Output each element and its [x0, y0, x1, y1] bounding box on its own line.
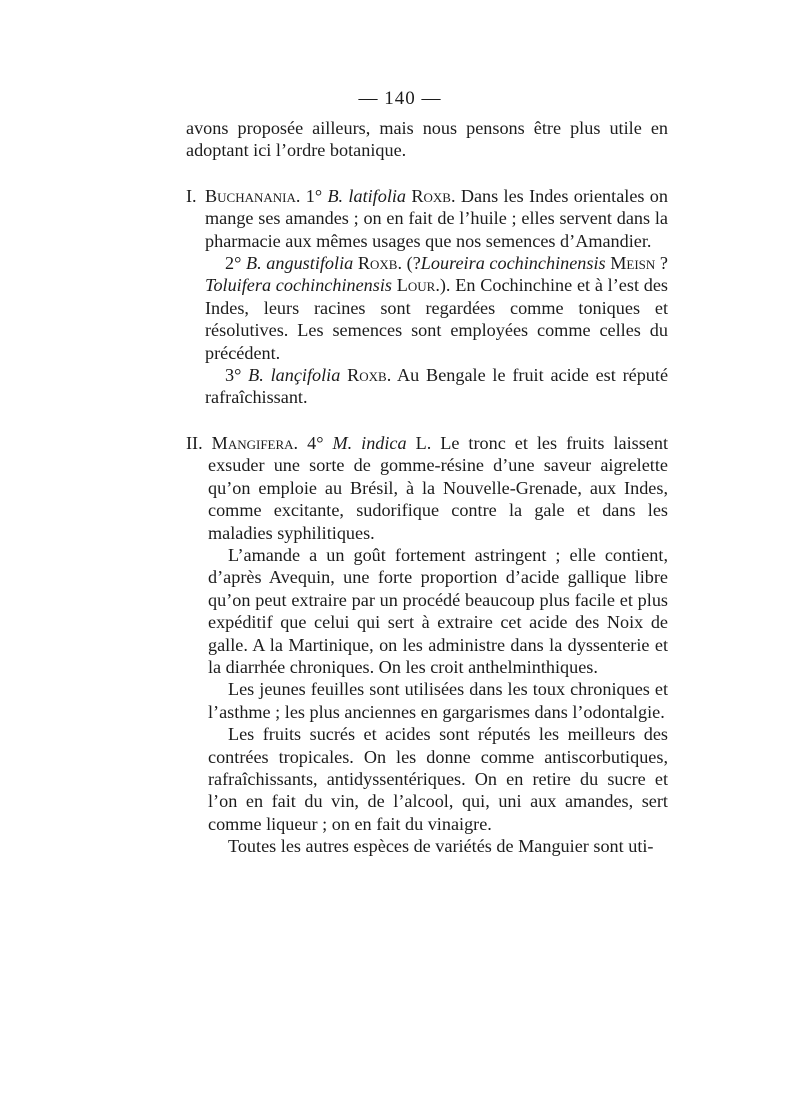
entry-buchanania-latifolia	[186, 185, 668, 252]
species-name: M. indica	[332, 432, 407, 453]
intro-paragraph: avons proposée ailleurs, mais nous pensons être plus utile en adoptant ici l’ordre botanique.	[186, 118, 668, 161]
entry-mangifera-indica	[186, 432, 668, 544]
species-author: Roxb.	[411, 185, 456, 206]
species-description: En Cochinchine et à l’est des Indes, leurs racines sont regardées comme toniques et résolutives. Les semences sont employées comme celles du précédent.	[205, 275, 669, 363]
species-description: Le tronc et les fruits laissent exsuder une sorte de gomme-résine d’une saveur aigrelette qu’on emploie au Brésil, à la Nouvelle-Grenade, aux Indes, comme excitante, sudorifique contre la gale et dans les maladies syphilitiques.	[208, 432, 668, 543]
species-author: Roxb.	[357, 253, 402, 274]
synonym-author: Lour.	[396, 275, 440, 296]
section-numeral: II.	[186, 432, 203, 453]
paragraph-fruits: Les fruits sucrés et acides sont réputés les meilleurs des contrées tropicales. On les donne comme antiscorbutiques, rafraîchissants, antidyssentériques. On en retire du sucre et l’on en fait du vin, de l’alcool, qui, uni aux amandes, sert comme liqueur ; on en fait du vinaigre.	[208, 724, 668, 834]
synonym-name: Loureira cochinchinensis	[420, 253, 606, 274]
species-author: L.	[415, 432, 432, 453]
synonym-author: Meisn ?	[610, 253, 669, 274]
genus-name: Mangifera.	[211, 432, 299, 453]
entry-buchanania-angustifolia	[186, 252, 668, 364]
synonym-open: (?	[406, 253, 421, 274]
species-description: Au Bengale le fruit acide est réputé rafraîchissant.	[205, 365, 669, 408]
species-author: Roxb.	[347, 365, 392, 386]
synonym-name: Toluifera cochinchinensis	[205, 275, 392, 296]
paragraph-amande: L’amande a un goût fortement astringent ; elle contient, d’après Avequin, une forte proportion d’acide gallique libre qu’on peut extraire par un procédé beaucoup plus facile et plus expéditif que celui qui sert à extraire cet acide des Noix de galle. A la Martinique, on les administre dans la dyssenterie et la diarrhée chroniques. On les croit anthelminthiques.	[208, 544, 668, 677]
species-name: B. lanҫifolia	[248, 365, 341, 386]
entry-buchanania-lancifolia	[186, 364, 668, 409]
species-number: 1°	[305, 185, 323, 206]
paragraph-autres-especes: Toutes les autres espèces de variétés de Manguier sont uti-	[228, 836, 654, 857]
species-name: B. latifolia	[327, 185, 407, 206]
paragraph-feuilles: Les jeunes feuilles sont utilisées dans les toux chroniques et l’asthme ; les plus anciennes en gargarismes dans l’odontalgie.	[208, 679, 668, 722]
species-number: 4°	[307, 432, 324, 453]
page-number: — 140 —	[358, 88, 442, 109]
species-description: Dans les Indes orientales on mange ses amandes ; on en fait de l’huile ; elles servent dans la pharmacie aux mêmes usages que nos semences d’Amandier.	[205, 185, 668, 251]
page-body	[186, 117, 668, 858]
species-number: 3°	[225, 365, 242, 386]
synonym-close: ).	[439, 275, 451, 296]
species-name: B. angustifolia	[246, 253, 354, 274]
genus-name: Buchanania.	[205, 185, 301, 206]
species-number: 2°	[225, 253, 242, 274]
section-numeral: I.	[186, 185, 197, 206]
